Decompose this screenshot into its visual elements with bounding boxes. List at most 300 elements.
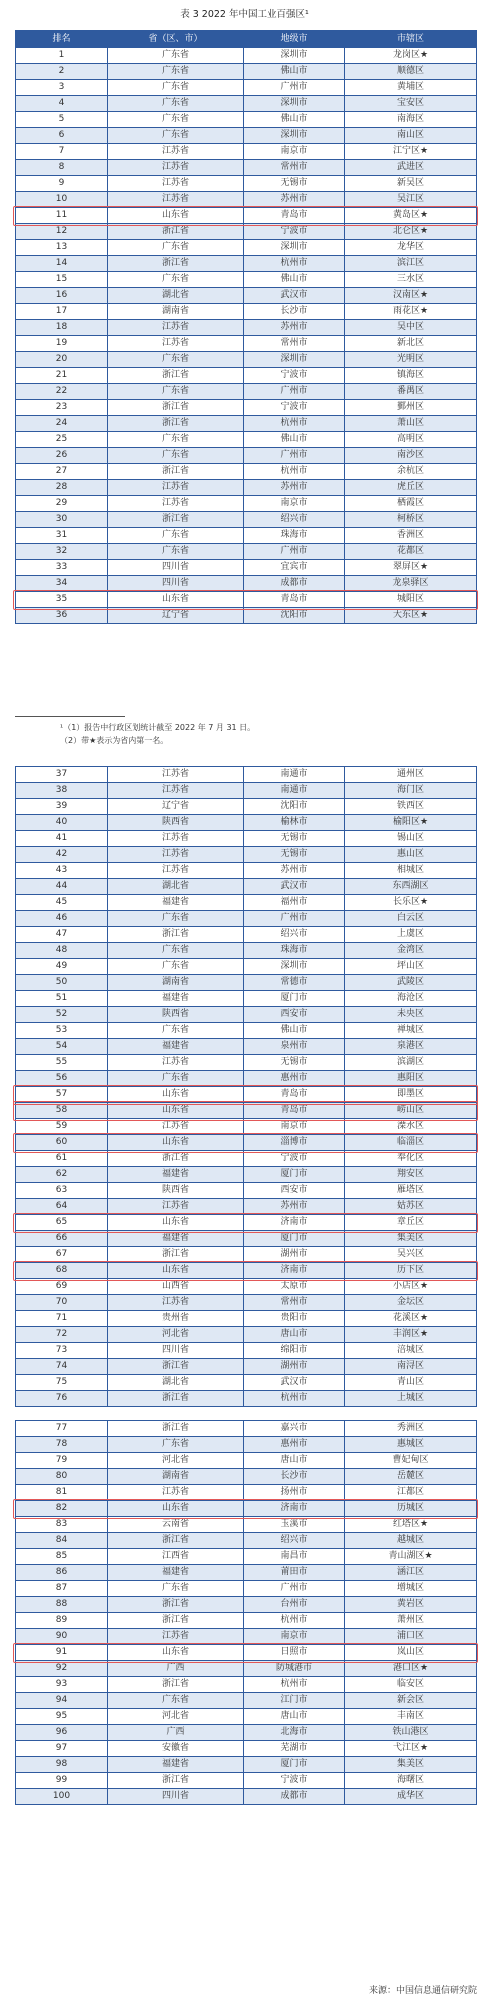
rank-cell: 1 (16, 48, 108, 64)
district-cell: 通州区 (345, 767, 477, 783)
province-cell: 河北省 (108, 1709, 244, 1725)
city-cell: 佛山市 (244, 64, 345, 80)
city-cell: 杭州市 (244, 1677, 345, 1693)
city-cell: 广州市 (244, 384, 345, 400)
district-cell: 新北区 (345, 336, 477, 352)
table-row (16, 1533, 477, 1549)
table-row (16, 320, 477, 336)
table-row (16, 1071, 477, 1087)
province-cell: 山东省 (108, 1103, 244, 1119)
province-cell: 福建省 (108, 895, 244, 911)
province-cell: 广东省 (108, 959, 244, 975)
district-cell: 南海区 (345, 112, 477, 128)
city-cell: 无锡市 (244, 831, 345, 847)
district-cell: 龙华区 (345, 240, 477, 256)
rank-cell: 22 (16, 384, 108, 400)
district-cell: 金湾区 (345, 943, 477, 959)
city-cell: 深圳市 (244, 48, 345, 64)
district-cell: 宝安区 (345, 96, 477, 112)
district-cell: 虎丘区 (345, 480, 477, 496)
ranking-table-part-3 (15, 1420, 477, 1805)
province-cell: 福建省 (108, 1039, 244, 1055)
table-row (16, 1167, 477, 1183)
city-cell: 厦门市 (244, 1757, 345, 1773)
rank-cell: 15 (16, 272, 108, 288)
district-cell: 余杭区 (345, 464, 477, 480)
header-district: 市辖区 (345, 31, 477, 48)
rank-cell: 71 (16, 1311, 108, 1327)
district-cell: 滨江区 (345, 256, 477, 272)
district-cell: 汉南区★ (345, 288, 477, 304)
header-city: 地级市 (244, 31, 345, 48)
table-row (16, 895, 477, 911)
province-cell: 浙江省 (108, 1359, 244, 1375)
province-cell: 浙江省 (108, 464, 244, 480)
city-cell: 济南市 (244, 1263, 345, 1279)
rank-cell: 38 (16, 783, 108, 799)
district-cell: 锡山区 (345, 831, 477, 847)
district-cell: 东西湖区 (345, 879, 477, 895)
table-row (16, 1453, 477, 1469)
rank-cell: 31 (16, 528, 108, 544)
city-cell: 长沙市 (244, 1469, 345, 1485)
city-cell: 江门市 (244, 1693, 345, 1709)
district-cell: 增城区 (345, 1581, 477, 1597)
table-row (16, 959, 477, 975)
rank-cell: 2 (16, 64, 108, 80)
province-cell: 湖北省 (108, 1375, 244, 1391)
rank-cell: 44 (16, 879, 108, 895)
city-cell: 绵阳市 (244, 1343, 345, 1359)
district-cell: 丰润区★ (345, 1327, 477, 1343)
city-cell: 无锡市 (244, 1055, 345, 1071)
city-cell: 榆林市 (244, 815, 345, 831)
district-cell: 番禺区 (345, 384, 477, 400)
city-cell: 佛山市 (244, 432, 345, 448)
province-cell: 辽宁省 (108, 608, 244, 624)
district-cell: 溧水区 (345, 1119, 477, 1135)
table-row (16, 1789, 477, 1805)
province-cell: 山东省 (108, 1087, 244, 1103)
rank-cell: 55 (16, 1055, 108, 1071)
province-cell: 山东省 (108, 1135, 244, 1151)
city-cell: 西安市 (244, 1183, 345, 1199)
province-cell: 广东省 (108, 943, 244, 959)
province-cell: 湖南省 (108, 304, 244, 320)
district-cell: 南沙区 (345, 448, 477, 464)
district-cell: 涪城区 (345, 1343, 477, 1359)
province-cell: 浙江省 (108, 256, 244, 272)
table-row (16, 496, 477, 512)
table-row (16, 799, 477, 815)
table-row (16, 1549, 477, 1565)
city-cell: 防城港市 (244, 1661, 345, 1677)
district-cell: 青山湖区★ (345, 1549, 477, 1565)
city-cell: 南京市 (244, 1629, 345, 1645)
district-cell: 光明区 (345, 352, 477, 368)
rank-cell: 32 (16, 544, 108, 560)
city-cell: 深圳市 (244, 96, 345, 112)
city-cell: 宜宾市 (244, 560, 345, 576)
table-row (16, 112, 477, 128)
table-row (16, 1119, 477, 1135)
rank-cell: 99 (16, 1773, 108, 1789)
city-cell: 宁波市 (244, 224, 345, 240)
footnote-2: （2）带★表示为省内第一名。 (60, 736, 169, 745)
table-row (16, 1023, 477, 1039)
district-cell: 章丘区 (345, 1215, 477, 1231)
table-row (16, 1565, 477, 1581)
city-cell: 苏州市 (244, 320, 345, 336)
district-cell: 顺德区 (345, 64, 477, 80)
table-row (16, 1421, 477, 1437)
rank-cell: 14 (16, 256, 108, 272)
province-cell: 安徽省 (108, 1741, 244, 1757)
rank-cell: 100 (16, 1789, 108, 1805)
district-cell: 坪山区 (345, 959, 477, 975)
table-row (16, 224, 477, 240)
rank-cell: 93 (16, 1677, 108, 1693)
city-cell: 扬州市 (244, 1485, 345, 1501)
city-cell: 济南市 (244, 1215, 345, 1231)
rank-cell: 74 (16, 1359, 108, 1375)
rank-cell: 79 (16, 1453, 108, 1469)
table-row (16, 144, 477, 160)
province-cell: 四川省 (108, 1789, 244, 1805)
district-cell: 海沧区 (345, 991, 477, 1007)
district-cell: 上城区 (345, 1391, 477, 1407)
rank-cell: 68 (16, 1263, 108, 1279)
table-row (16, 416, 477, 432)
province-cell: 广东省 (108, 80, 244, 96)
table-row (16, 1629, 477, 1645)
table-row (16, 783, 477, 799)
city-cell: 武汉市 (244, 1375, 345, 1391)
province-cell: 四川省 (108, 560, 244, 576)
city-cell: 苏州市 (244, 480, 345, 496)
district-cell: 海曙区 (345, 1773, 477, 1789)
province-cell: 浙江省 (108, 512, 244, 528)
table-row (16, 368, 477, 384)
city-cell: 台州市 (244, 1597, 345, 1613)
province-cell: 湖南省 (108, 1469, 244, 1485)
rank-cell: 13 (16, 240, 108, 256)
rank-cell: 60 (16, 1135, 108, 1151)
city-cell: 杭州市 (244, 256, 345, 272)
table-row (16, 240, 477, 256)
district-cell: 相城区 (345, 863, 477, 879)
rank-cell: 41 (16, 831, 108, 847)
district-cell: 萧山区 (345, 416, 477, 432)
district-cell: 花溪区★ (345, 1311, 477, 1327)
district-cell: 黄埔区 (345, 80, 477, 96)
district-cell: 临淄区 (345, 1135, 477, 1151)
table-row (16, 432, 477, 448)
district-cell: 吴中区 (345, 320, 477, 336)
rank-cell: 61 (16, 1151, 108, 1167)
rank-cell: 7 (16, 144, 108, 160)
province-cell: 江苏省 (108, 160, 244, 176)
province-cell: 湖北省 (108, 288, 244, 304)
city-cell: 南京市 (244, 496, 345, 512)
table-row (16, 1055, 477, 1071)
rank-cell: 51 (16, 991, 108, 1007)
province-cell: 山东省 (108, 1645, 244, 1661)
rank-cell: 84 (16, 1533, 108, 1549)
district-cell: 吴江区 (345, 192, 477, 208)
city-cell: 广州市 (244, 544, 345, 560)
city-cell: 沈阳市 (244, 799, 345, 815)
district-cell: 城阳区 (345, 592, 477, 608)
table-row (16, 560, 477, 576)
province-cell: 福建省 (108, 991, 244, 1007)
district-cell: 崂山区 (345, 1103, 477, 1119)
city-cell: 日照市 (244, 1645, 345, 1661)
city-cell: 惠州市 (244, 1437, 345, 1453)
rank-cell: 57 (16, 1087, 108, 1103)
province-cell: 江苏省 (108, 1629, 244, 1645)
district-cell: 成华区 (345, 1789, 477, 1805)
city-cell: 济南市 (244, 1501, 345, 1517)
table-row (16, 1645, 477, 1661)
rank-cell: 49 (16, 959, 108, 975)
rank-cell: 87 (16, 1581, 108, 1597)
district-cell: 鄞州区 (345, 400, 477, 416)
district-cell: 红塔区★ (345, 1517, 477, 1533)
rank-cell: 67 (16, 1247, 108, 1263)
table-row (16, 336, 477, 352)
table-row (16, 1135, 477, 1151)
district-cell: 港口区★ (345, 1661, 477, 1677)
province-cell: 江苏省 (108, 144, 244, 160)
table-row (16, 512, 477, 528)
province-cell: 浙江省 (108, 1597, 244, 1613)
rank-cell: 48 (16, 943, 108, 959)
source-note: 来源：中国信息通信研究院 (368, 1986, 477, 1996)
city-cell: 珠海市 (244, 528, 345, 544)
province-cell: 江苏省 (108, 192, 244, 208)
city-cell: 宁波市 (244, 1151, 345, 1167)
district-cell: 黄岩区 (345, 1597, 477, 1613)
province-cell: 广东省 (108, 1437, 244, 1453)
city-cell: 唐山市 (244, 1709, 345, 1725)
table-row (16, 608, 477, 624)
district-cell: 柯桥区 (345, 512, 477, 528)
province-cell: 浙江省 (108, 400, 244, 416)
rank-cell: 25 (16, 432, 108, 448)
province-cell: 广东省 (108, 352, 244, 368)
table-row (16, 863, 477, 879)
city-cell: 太原市 (244, 1279, 345, 1295)
district-cell: 历下区 (345, 1263, 477, 1279)
district-cell: 秀洲区 (345, 1421, 477, 1437)
district-cell: 姑苏区 (345, 1199, 477, 1215)
province-cell: 江苏省 (108, 176, 244, 192)
table-row (16, 1359, 477, 1375)
city-cell: 常州市 (244, 1295, 345, 1311)
province-cell: 广东省 (108, 128, 244, 144)
rank-cell: 47 (16, 927, 108, 943)
table-row (16, 304, 477, 320)
province-cell: 福建省 (108, 1565, 244, 1581)
rank-cell: 17 (16, 304, 108, 320)
province-cell: 浙江省 (108, 1773, 244, 1789)
city-cell: 贵阳市 (244, 1311, 345, 1327)
footnote-rule (15, 716, 125, 717)
district-cell: 江都区 (345, 1485, 477, 1501)
district-cell: 长乐区★ (345, 895, 477, 911)
rank-cell: 26 (16, 448, 108, 464)
district-cell: 武陵区 (345, 975, 477, 991)
rank-cell: 64 (16, 1199, 108, 1215)
province-cell: 山东省 (108, 1501, 244, 1517)
rank-cell: 45 (16, 895, 108, 911)
district-cell: 丰南区 (345, 1709, 477, 1725)
table-row (16, 975, 477, 991)
district-cell: 栖霞区 (345, 496, 477, 512)
district-cell: 禅城区 (345, 1023, 477, 1039)
district-cell: 青山区 (345, 1375, 477, 1391)
rank-cell: 6 (16, 128, 108, 144)
city-cell: 广州市 (244, 80, 345, 96)
district-cell: 高明区 (345, 432, 477, 448)
table-row (16, 1709, 477, 1725)
header-province: 省（区、市） (108, 31, 244, 48)
district-cell: 龙泉驿区 (345, 576, 477, 592)
city-cell: 厦门市 (244, 1231, 345, 1247)
rank-cell: 35 (16, 592, 108, 608)
city-cell: 青岛市 (244, 1087, 345, 1103)
city-cell: 成都市 (244, 576, 345, 592)
rank-cell: 23 (16, 400, 108, 416)
city-cell: 深圳市 (244, 352, 345, 368)
province-cell: 浙江省 (108, 1151, 244, 1167)
province-cell: 江苏省 (108, 831, 244, 847)
rank-cell: 62 (16, 1167, 108, 1183)
district-cell: 临安区 (345, 1677, 477, 1693)
province-cell: 江苏省 (108, 336, 244, 352)
rank-cell: 42 (16, 847, 108, 863)
rank-cell: 10 (16, 192, 108, 208)
table-row (16, 911, 477, 927)
province-cell: 江苏省 (108, 1295, 244, 1311)
city-cell: 青岛市 (244, 208, 345, 224)
district-cell: 惠山区 (345, 847, 477, 863)
district-cell: 新吴区 (345, 176, 477, 192)
city-cell: 成都市 (244, 1789, 345, 1805)
province-cell: 浙江省 (108, 224, 244, 240)
city-cell: 南京市 (244, 1119, 345, 1135)
province-cell: 湖北省 (108, 879, 244, 895)
province-cell: 广东省 (108, 1693, 244, 1709)
rank-cell: 95 (16, 1709, 108, 1725)
city-cell: 长沙市 (244, 304, 345, 320)
city-cell: 广州市 (244, 1581, 345, 1597)
rank-cell: 24 (16, 416, 108, 432)
city-cell: 无锡市 (244, 176, 345, 192)
district-cell: 集美区 (345, 1757, 477, 1773)
city-cell: 佛山市 (244, 1023, 345, 1039)
table-row (16, 96, 477, 112)
province-cell: 广东省 (108, 272, 244, 288)
district-cell: 新会区 (345, 1693, 477, 1709)
city-cell: 南昌市 (244, 1549, 345, 1565)
rank-cell: 5 (16, 112, 108, 128)
rank-cell: 50 (16, 975, 108, 991)
rank-cell: 59 (16, 1119, 108, 1135)
table-row (16, 1327, 477, 1343)
table-row (16, 1295, 477, 1311)
district-cell: 江宁区★ (345, 144, 477, 160)
table-row (16, 1501, 477, 1517)
rank-cell: 66 (16, 1231, 108, 1247)
province-cell: 四川省 (108, 576, 244, 592)
table-row (16, 815, 477, 831)
district-cell: 龙岗区★ (345, 48, 477, 64)
district-cell: 榆阳区★ (345, 815, 477, 831)
footnote-1: ¹（1）报告中行政区划统计截至 2022 年 7 月 31 日。 (60, 723, 256, 732)
table-header-row (16, 31, 477, 48)
province-cell: 浙江省 (108, 1391, 244, 1407)
rank-cell: 33 (16, 560, 108, 576)
table-row (16, 1613, 477, 1629)
city-cell: 宁波市 (244, 1773, 345, 1789)
city-cell: 佛山市 (244, 272, 345, 288)
province-cell: 江苏省 (108, 480, 244, 496)
rank-cell: 97 (16, 1741, 108, 1757)
district-cell: 南浔区 (345, 1359, 477, 1375)
district-cell: 历城区 (345, 1501, 477, 1517)
province-cell: 广东省 (108, 544, 244, 560)
province-cell: 浙江省 (108, 368, 244, 384)
table-row (16, 528, 477, 544)
city-cell: 青岛市 (244, 1103, 345, 1119)
rank-cell: 85 (16, 1549, 108, 1565)
table-row (16, 767, 477, 783)
district-cell: 南山区 (345, 128, 477, 144)
district-cell: 吴兴区 (345, 1247, 477, 1263)
table-row (16, 128, 477, 144)
rank-cell: 18 (16, 320, 108, 336)
city-cell: 常州市 (244, 336, 345, 352)
district-cell: 弋江区★ (345, 1741, 477, 1757)
ranking-table-part-1 (15, 30, 477, 624)
table-row (16, 64, 477, 80)
city-cell: 武汉市 (244, 879, 345, 895)
province-cell: 江苏省 (108, 1485, 244, 1501)
province-cell: 浙江省 (108, 1533, 244, 1549)
district-cell: 铁山港区 (345, 1725, 477, 1741)
district-cell: 未央区 (345, 1007, 477, 1023)
province-cell: 广东省 (108, 64, 244, 80)
district-cell: 三水区 (345, 272, 477, 288)
city-cell: 福州市 (244, 895, 345, 911)
city-cell: 深圳市 (244, 128, 345, 144)
province-cell: 广东省 (108, 432, 244, 448)
district-cell: 即墨区 (345, 1087, 477, 1103)
district-cell: 翔安区 (345, 1167, 477, 1183)
province-cell: 江苏省 (108, 320, 244, 336)
province-cell: 江苏省 (108, 1199, 244, 1215)
table-row (16, 1215, 477, 1231)
rank-cell: 39 (16, 799, 108, 815)
table-row (16, 192, 477, 208)
district-cell: 白云区 (345, 911, 477, 927)
rank-cell: 92 (16, 1661, 108, 1677)
city-cell: 芜湖市 (244, 1741, 345, 1757)
ranking-table-part-2 (15, 766, 477, 1407)
table-row (16, 544, 477, 560)
